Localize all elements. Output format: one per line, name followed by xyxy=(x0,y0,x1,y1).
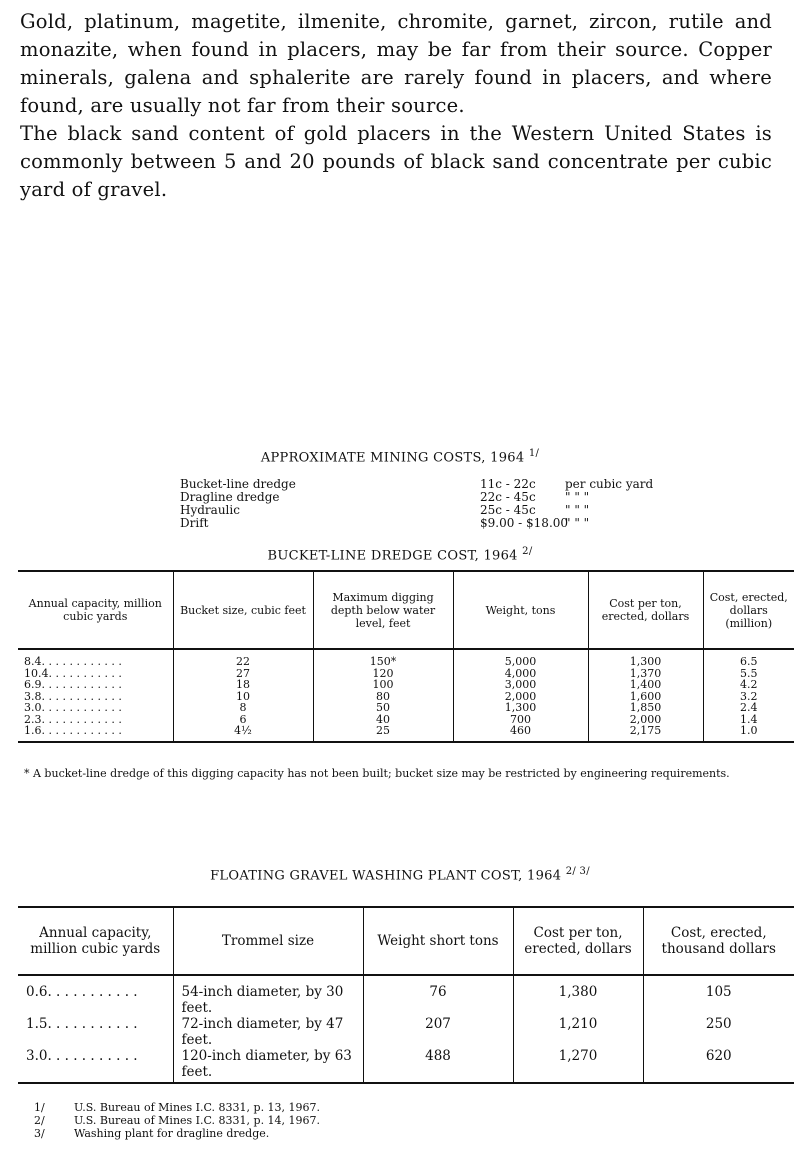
table-cell: 207 xyxy=(363,1016,513,1048)
table-row xyxy=(18,691,794,703)
column-header: Cost per ton, erected, dollars xyxy=(588,571,703,649)
footnote-text: Washing plant for dragline dredge. xyxy=(74,1127,270,1140)
table-header-row xyxy=(18,907,794,975)
cost-unit: " " " xyxy=(565,490,590,504)
table-cell: 460 xyxy=(453,725,588,742)
table-cell: 3.8. . . . . . . . . . . . xyxy=(24,689,122,703)
cost-method: Drift xyxy=(180,516,209,530)
table-cell: 8.4. . . . . . . . . . . . xyxy=(24,655,122,668)
table-cell: 5,000 xyxy=(453,649,588,668)
table-cell: 3.2 xyxy=(703,691,794,703)
table-cell: 1.0 xyxy=(703,725,794,742)
cost-value: 11c - 22c xyxy=(480,477,536,491)
approx-cost-row xyxy=(180,491,680,504)
table-cell: 1,850 xyxy=(588,702,703,714)
cost-method: Hydraulic xyxy=(180,503,240,517)
column-header: Weight, tons xyxy=(453,571,588,649)
table-row xyxy=(18,1048,794,1083)
column-header: Annual capacity, million cubic yards xyxy=(18,571,173,649)
table-cell: 1.6. . . . . . . . . . . . xyxy=(18,725,173,742)
table-cell: 488 xyxy=(363,1048,513,1083)
table-cell: 6.9. . . . . . . . . . . . xyxy=(24,678,122,691)
bucket-line-dredge-table xyxy=(18,570,794,743)
footnote-key: 1/ xyxy=(34,1101,45,1114)
table-cell: 25 xyxy=(313,725,453,742)
table-row xyxy=(18,1016,794,1048)
column-header: Cost per ton, erected, dollars xyxy=(513,907,643,975)
table-cell: 250 xyxy=(643,1016,794,1048)
column-header: Cost, erected, thousand dollars xyxy=(643,907,794,975)
intro-paragraph-2: The black sand content of gold placers in the Western United States is commonly between 5 and 20 pounds of black sand concentrate per cubic yard of gravel. xyxy=(20,122,772,201)
table-cell: 120-inch diameter, by 63 feet. xyxy=(173,1048,363,1083)
floating-washing-plant-table xyxy=(18,906,794,1084)
cost-value: 25c - 45c xyxy=(480,503,536,517)
table-cell: 6 xyxy=(173,714,313,726)
table-row xyxy=(18,725,794,742)
column-header: Trommel size xyxy=(173,907,363,975)
table-row xyxy=(18,649,794,668)
table-cell: 4.2 xyxy=(703,679,794,691)
table-row xyxy=(18,702,794,714)
table-cell: 76 xyxy=(363,975,513,1016)
table-cell: 72-inch diameter, by 47 feet. xyxy=(173,1016,363,1048)
table-cell: 2.4 xyxy=(703,702,794,714)
column-header: Weight short tons xyxy=(363,907,513,975)
approx-costs-title-text: APPROXIMATE MINING COSTS, 1964 xyxy=(260,450,525,466)
table-cell: 105 xyxy=(643,975,794,1016)
table-cell: 10.4. . . . . . . . . . . xyxy=(24,666,122,680)
intro-text xyxy=(20,8,772,204)
table-cell: 1.5. . . . . . . . . . . xyxy=(26,1016,138,1032)
table-cell: 2,175 xyxy=(588,725,703,742)
bucket-table-title xyxy=(0,546,800,563)
floating-table-title xyxy=(0,866,800,883)
footnote-text: U.S. Bureau of Mines I.C. 8331, p. 13, 1967. xyxy=(74,1101,321,1114)
table-cell: 1.4 xyxy=(703,714,794,726)
column-header: Cost, erected, dollars (million) xyxy=(703,571,794,649)
table-cell: 40 xyxy=(313,714,453,726)
approx-costs-ref: 1/ xyxy=(528,448,540,459)
table-header-row xyxy=(18,571,794,649)
table-cell: 3,000 xyxy=(453,679,588,691)
column-header: Annual capacity, million cubic yards xyxy=(18,907,173,975)
table-cell: 1,600 xyxy=(588,691,703,703)
table-cell: 1,400 xyxy=(588,679,703,691)
table-cell: 1,210 xyxy=(513,1016,643,1048)
cost-unit: " " " xyxy=(565,503,590,517)
table-cell: 2.3. . . . . . . . . . . . xyxy=(24,712,122,726)
bucket-table-footnote: * A bucket-line dredge of this digging capacity has not been built; bucket size may be restricted by engineering requirements. xyxy=(24,767,730,780)
table-cell: 1,270 xyxy=(513,1048,643,1083)
floating-table-title-text: FLOATING GRAVEL WASHING PLANT COST, 1964 xyxy=(210,868,562,884)
cost-method: Dragline dredge xyxy=(180,490,280,504)
cost-value: 22c - 45c xyxy=(480,490,536,504)
table-cell: 4½ xyxy=(173,725,313,742)
table-row xyxy=(18,668,794,680)
footnote-key: 3/ xyxy=(34,1127,45,1140)
cost-unit: per cubic yard xyxy=(565,477,654,491)
table-cell: 4,000 xyxy=(453,668,588,680)
table-cell: 8 xyxy=(173,702,313,714)
table-cell: 54-inch diameter, by 30 feet. xyxy=(173,975,363,1016)
cost-value: $9.00 - $18.00 xyxy=(480,516,569,530)
table-cell: 120 xyxy=(313,668,453,680)
bucket-table-title-text: BUCKET-LINE DREDGE COST, 1964 xyxy=(267,548,518,564)
table-cell: 50 xyxy=(313,702,453,714)
floating-table-ref: 2/ 3/ xyxy=(565,866,590,877)
table-cell: 150* xyxy=(313,649,453,668)
table-cell: 3.0. . . . . . . . . . . xyxy=(18,1048,173,1083)
bucket-table-ref: 2/ xyxy=(522,546,533,557)
approx-costs-list xyxy=(180,478,680,530)
column-header: Maximum digging depth below water level, feet xyxy=(313,571,453,649)
table-cell: 18 xyxy=(173,679,313,691)
table-cell: 700 xyxy=(453,714,588,726)
table-cell: 1,380 xyxy=(513,975,643,1016)
footnote-key: 2/ xyxy=(34,1114,45,1127)
column-header: Bucket size, cubic feet xyxy=(173,571,313,649)
table-cell: 1,370 xyxy=(588,668,703,680)
table-cell: 6.5 xyxy=(703,649,794,668)
table-cell: 100 xyxy=(313,679,453,691)
table-row xyxy=(18,714,794,726)
table-cell: 27 xyxy=(173,668,313,680)
table-cell: 5.5 xyxy=(703,668,794,680)
table-cell: 10 xyxy=(173,691,313,703)
intro-paragraph-1: Gold, platinum, magetite, ilmenite, chromite, garnet, zircon, rutile and monazite, when found in placers, may be far from their source. Copper minerals, galena and sphalerite are rarely found in placers, and where found, are usually not far from their source. xyxy=(20,10,772,117)
table-row xyxy=(18,975,794,1016)
table-cell: 2,000 xyxy=(453,691,588,703)
cost-method: Bucket-line dredge xyxy=(180,477,296,491)
table-cell: 620 xyxy=(643,1048,794,1083)
footnote-text: U.S. Bureau of Mines I.C. 8331, p. 14, 1967. xyxy=(74,1114,321,1127)
table-cell: 3.0. . . . . . . . . . . . xyxy=(24,701,122,714)
table-row xyxy=(18,679,794,691)
table-cell: 1,300 xyxy=(453,702,588,714)
table-cell: 80 xyxy=(313,691,453,703)
approx-costs-title xyxy=(0,448,800,465)
table-cell: 0.6. . . . . . . . . . . xyxy=(26,984,138,1000)
table-cell: 1,300 xyxy=(588,649,703,668)
table-cell: 22 xyxy=(173,649,313,668)
table-cell: 2,000 xyxy=(588,714,703,726)
cost-unit: " " " xyxy=(565,516,590,530)
approx-cost-row xyxy=(180,517,680,530)
approx-cost-row xyxy=(180,504,680,517)
